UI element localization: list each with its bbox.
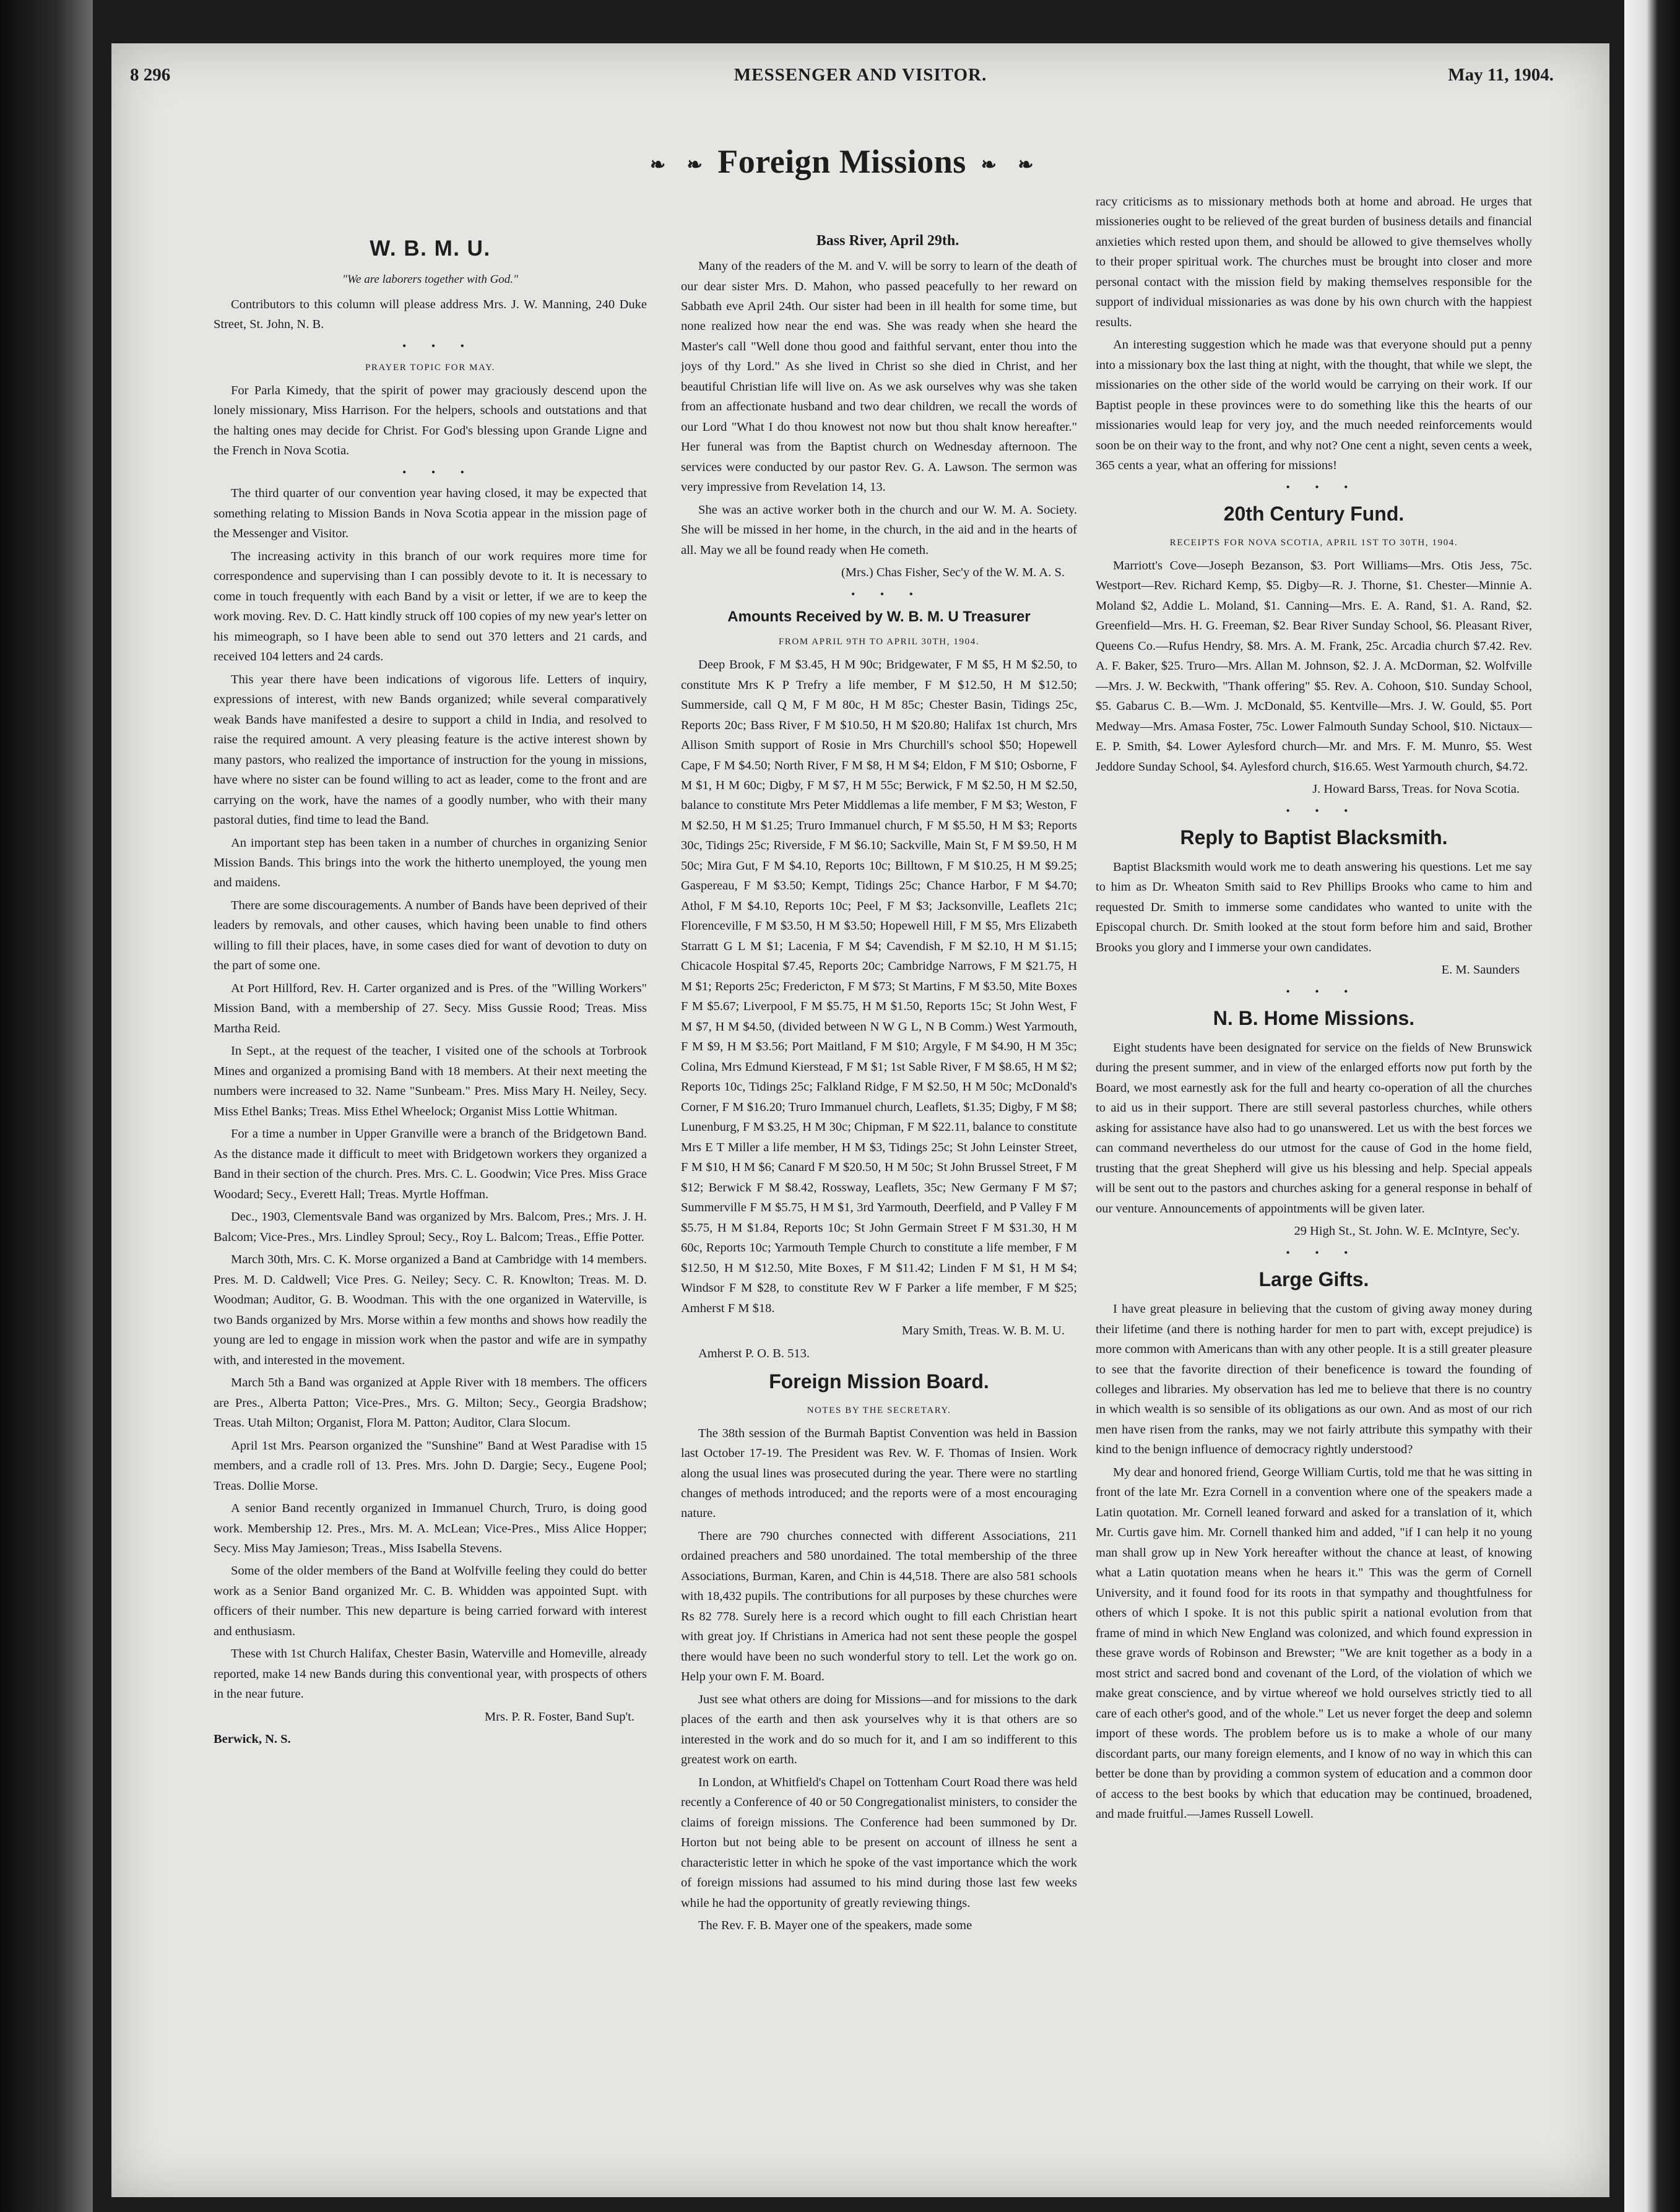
paragraph: An interesting suggestion which he made was that everyone should put a penny into a missionary box the last thing at night, with the thought, that while we slept, the missionaries on the other side of the world would be carrying on their work. If our Baptist people in these provinces were to do something like this the hearts of our missionaries would leap for very joy, and the much needed reinforcements would soon be on their way to the front, and why not? One cent a night, seven cents a week, 365 cents a year, what an offering for missions! xyxy=(1096,338,1532,473)
paragraph: She was an active worker both in the church and our W. M. A. Society. She will be missed in her home, in the church, in the aid and in the hearts of all. May we all be found ready when He cometh. xyxy=(681,503,1077,557)
paper-title: MESSENGER AND VISITOR. xyxy=(734,65,987,85)
bass-river-heading: Bass River, April 29th. xyxy=(816,233,959,249)
separator-dots: • • • xyxy=(1286,1246,1359,1259)
paragraph: Many of the readers of the M. and V. will be sorry to learn of the death of our dear sister Mrs. D. Mahon, who passed peacefully to her reward on Sabbath eve April 24th. Our sister had been in ill health for some time, but none realized how near the end was. She was ready when she heard the Master's call "Well done thou good and faithful servant, enter thou into the joys of thy Lord." As she lived in Christ so she died in Christ, and her beautiful Christian life will live on. As we ask ourselves why was she taken from an affectionate husband and two dear children, we recall the words of our Lord "What I do thou knowest not now but thou shalt know hereafter." Her funeral was from the Baptist church on Wednesday afternoon. The services were conducted by our pastor Rev. G. A. Lawson. The sermon was very impressive from Revelation 14, 13. xyxy=(681,259,1077,495)
running-head xyxy=(130,65,1603,121)
paragraph: The Rev. F. B. Mayer one of the speakers, made some xyxy=(698,1919,972,1933)
amounts-subheading: FROM APRIL 9TH TO APRIL 30TH, 1904. xyxy=(778,637,980,647)
wbmu-heading: W. B. M. U. xyxy=(370,236,491,261)
fmb-heading: Foreign Mission Board. xyxy=(769,1370,989,1393)
large-gifts-heading: Large Gifts. xyxy=(1258,1268,1369,1291)
paragraph: The 38th session of the Burmah Baptist Convention was held in Bassion last October 17-19. The President was Rev. W. F. Thomas of Insien. Work along the usual lines was prosecuted during the year. There were no startling changes of methods introduced; and the reports were of a most encouraging nature. xyxy=(681,1426,1077,1521)
prayer-topic-heading: PRAYER TOPIC FOR MAY. xyxy=(365,363,496,373)
banner-title: Foreign Missions xyxy=(717,143,966,180)
paragraph: In London, at Whitfield's Chapel on Tottenham Court Road there was held recently a Conference of 40 or 50 Congregationalist ministers, to consider the claims of foreign missions. The Conference had been summoned by Dr. Horton but not being able to be present on account of illness he sent a characteristic letter in which he spoke of the vast importance which the work of foreign missions had assumed to his mind during those last few weeks while he had the opportunity of greatly reviewing things. xyxy=(681,1775,1077,1910)
reply-heading: Reply to Baptist Blacksmith. xyxy=(1180,826,1448,849)
address-line: Amherst P. O. B. 513. xyxy=(698,1346,810,1360)
page-number: 8 296 xyxy=(130,65,171,85)
ornament-icon: ❧ xyxy=(1018,155,1034,176)
paragraph: For Parla Kimedy, that the spirit of power may graciously descend upon the lonely missionary, Miss Harrison. For the helpers, schools and outstations and that the halting ones may decide for Christ. For God's blessing upon Grande Ligne and the French in Nova Scotia. xyxy=(214,383,647,458)
paragraph: In Sept., at the request of the teacher, I visited one of the schools at Torbrook Mines and organized a promising Band with 18 members. At their next meeting the numbers were increased to 32. Name "Sunbeam." Pres. Miss Mary H. Neiley, Secy. Miss Ethel Banks; Treas. Miss Ethel Wheelock; Organist Miss Lottie Whitman. xyxy=(214,1044,647,1118)
century-fund-subheading: RECEIPTS FOR NOVA SCOTIA, APRIL 1ST TO 30TH, 1904. xyxy=(1169,538,1458,548)
contributors-note: Contributors to this column will please address Mrs. J. W. Manning, 240 Duke Street, St. John, N. B. xyxy=(214,297,647,332)
signature: 29 High St., St. John. W. E. McIntyre, Sec'y. xyxy=(1294,1224,1520,1238)
separator-dots: • • • xyxy=(402,465,475,478)
paragraph: There are 790 churches connected with different Associations, 211 ordained preachers and 580 unordained. The total membership of the three Associations, Burman, Karen, and Chin is 44,518. There are also 581 schools with 18,432 pupils. The contributions for all purposes by these churches were Rs 82 778. Surely here is a record which ought to fill each Christian heart with great joy. If Christians in America had not sent these people the gospel there would have been no such wonderful story to tell. Let the work go on. Help your own F. M. Board. xyxy=(681,1529,1077,1684)
column-wbmu xyxy=(214,223,647,2086)
paragraph: The increasing activity in this branch of our work requires more time for correspondence and supervising than I can possibly devote to it. It is necessary to come in touch frequently with each Band by a visit or letter, if we are to keep the work moving. Rev. D. C. Hatt kindly struck off 100 copies of my new year's letter on his mimeograph, so I have been able to send out 370 letters and 21 cards, and received 104 letters and 24 cards. xyxy=(214,549,647,664)
paragraph: Baptist Blacksmith would work me to death answering his questions. Let me say to him as Dr. Wheaton Smith said to Rev Phillips Brooks who came to him and requested Dr. Smith to immerse some candidates who wanted to unite with the Episcopal church. Dr. Smith looked at the stout form before him and said, Brother Brooks you glory and I immerse your own candidates. xyxy=(1096,860,1532,954)
signature: J. Howard Barss, Treas. for Nova Scotia. xyxy=(1312,782,1520,797)
paragraph: April 1st Mrs. Pearson organized the "Sunshine" Band at West Paradise with 15 members, and a cradle roll of 13. Pres. Mrs. John D. Dargie; Secy., Eugene Pool; Treas. Dollie Morse. xyxy=(214,1438,647,1493)
ornament-icon: ❧ xyxy=(981,155,997,176)
amounts-heading: Amounts Received by W. B. M. U Treasurer xyxy=(727,608,1031,626)
signature: Mrs. P. R. Foster, Band Sup't. xyxy=(484,1709,634,1724)
paragraph: My dear and honored friend, George William Curtis, told me that he was sitting in front of the late Mr. Ezra Cornell in a convention where one of the speakers made a Latin quotation. Mr. Cornell leaned forward and asked for a translation of it, which Mr. Curtis gave him. Mr. Cornell thanked him and added, "if I can help it no young man shall grow up in New York hereafter without the chance at least, of knowing what a Latin quotation means when he hears it." This was the germ of Cornell University, and it found food for its roots in that sympathy and thoughtfulness for others of which I spoke. It is not this public spirit a national evolution from that frame of mind in which New England was colonized, and which found expression in these grave words of Robinson and Brewster; "We are knit together as a body in a most strict and sacred bond and covenant of the Lord, of the violation of which we make great conscience, and by virtue whereof we hold ourselves strictly tied to all care of each other's good, and of the whole." Let us never forget the deep and solemn import of these words. The problem before us is to make a whole of our many discordant parts, our many foreign elements, and I know of no way in which this can better be done than by providing a common system of education and a common door of access to the best books by which that education may be continued, broadened, and made fruitful.—James Russell Lowell. xyxy=(1096,1465,1532,1821)
paragraph: A senior Band recently organized in Immanuel Church, Truro, is doing good work. Membership 12. Pres., Mrs. M. A. McLean; Vice-Pres., Miss Alice Hopper; Secy. Miss May Jamieson; Treas., Miss Isabella Stevens. xyxy=(214,1501,647,1555)
scan-border-left xyxy=(0,0,93,2212)
separator-dots: • • • xyxy=(851,587,924,600)
ornament-icon: ❧ xyxy=(649,155,666,176)
nb-home-missions-heading: N. B. Home Missions. xyxy=(1213,1007,1415,1030)
signature: Mary Smith, Treas. W. B. M. U. xyxy=(901,1324,1065,1338)
paragraph: At Port Hillford, Rev. H. Carter organized and is Pres. of the "Willing Workers" Mission Band, with a membership of 27. Secy. Miss Gussie Rood; Treas. Miss Martha Reid. xyxy=(214,981,647,1035)
paragraph: Dec., 1903, Clementsvale Band was organized by Mrs. Balcom, Pres.; Mrs. J. H. Balcom; Vice-Pres., Mrs. Lindley Sproul; Secy., Roy L. Balcom; Treas., Effie Potter. xyxy=(214,1210,647,1244)
paragraph: Some of the older members of the Band at Wolfville feeling they could do better work as a Senior Band organized Mr. C. B. Whidden was appointed Supt. with officers of their number. This new departure is being carried forward with interest and enthusiasm. xyxy=(214,1564,647,1638)
amounts-list: Deep Brook, F M $3.45, H M 90c; Bridgewater, F M $5, H M $2.50, to constitute Mrs K P Trefry a life member, F M $12.50, H M $12.50; Summerside, call Q M, F M 80c, H M 85c; Chester Basin, Tidings 25c, Reports 20c; Bass River, F M $10.50, H M $20.80; Halifax 1st church, Mrs Allison Smith support of Rosie in Mrs Churchill's school $50; Hopewell Cape, F M $4.50; North River, F M $8, H M $4; Eldon, F M $10; Osborne, F M $1, H M 60c; Digby, F M $7, H M 55c; Berwick, F M $2.50, H M $2.50, balance to constitute Mrs Peter Middlemas a life member, F M $3; Weston, F M $2.50, H M $1.25; Truro Immanuel church, F M $5.50, H M $3; Reports 30c, Tidings 25c; Riverside, F M $6.10; Sackville, Main St, F M $9.50, H M 50c; Mira Gut, F M $4.10, Reports 10c; Billtown, F M $10.25, H M $9.25; Gaspereau, F M $3.50; Kempt, Tidings 25c; Chance Harbor, F M $4.70; Athol, F M $4.10, Reports 10c; Peel, F M $3; Jacksonville, Leaflets 21c; Florenceville, F M $3.50, H M $3.50; Hopewell Hill, F M $5, Mrs Elizabeth Starratt G L M $1; Lacenia, F M $4; Cavendish, F M $2.10, H M $1.15; Chicacole Hospital $7.45, Reports 20c; Cambridge Narrows, F M $21.75, H M $1; Reports 25c; Fredericton, F M $73; St Martins, F M $3.50, Mite Boxes F M $5.67; Liverpool, F M $5.75, H M $1.50, Reports 15c; St John West, F M $7, H M $4.50, (divided between N W G L, N B Comm.) West Yarmouth, F M $9, H M $3.56; Port Maitland, F M $10; Argyle, F M $4.90, H M 35c; Colina, Mrs Edmund Kierstead, F M $1; 1st Sable River, F M $8.65, H M $2; Reports 10c, Tidings 25c; Falkland Ridge, F M $2.50, H M 50c; McDonald's Corner, F M $16.20; Truro Immanuel church, Leaflets, $1.35; Digby, F M $8; Lunenburg, F M $3.25, H M 30c; Chipman, F M $22.11, balance to constitute Mrs E T Miller a life member, H M $3, Tidings 25c; St John Leinster Street, F M $10, H M $6; Canard F M $20.50, H M 50c; St John Brussel Street, F M $12; Berwick F M $8.42, Rossway, Leaflets, 35c; New Germany F M $7; Summerville F M $5.75, H M $1, 3rd Yarmouth, Deerfield, and P Valley F M $5.75, H M $1.84, Reports 10c; St John Germain Street F M $31.30, H M 60c, Reports 10c; Yarmouth Temple Church to constitute a life member, F M $12.50, H M $12.50, Mite Boxes, F M $11.42; Linden F M $1, H M $4; Windsor F M $28, to constitute Rev W F Parker a life member, F M $25; Amherst F M $18. xyxy=(681,658,1077,1315)
paragraph: I have great pleasure in believing that the custom of giving away money during their lifetime (and there is nothing harder for men to part with, except prejudice) is more common with Americans than with any other people. It is a still greater pleasure to see that the favorite direction of their beneficence is toward the founding of colleges and libraries. My observation has led me to believe that there is no country in which wealth is so sensible of its obligations as our own. And as most of our rich men have risen from the ranks, may we not fairly attribute this sympathy with their kind to the benign influence of democracy rightly understood? xyxy=(1096,1302,1532,1457)
separator-dots: • • • xyxy=(1286,480,1359,493)
separator-dots: • • • xyxy=(402,339,475,352)
wbmu-motto: "We are laborers together with God." xyxy=(342,273,519,287)
paragraph: The third quarter of our convention year having closed, it may be expected that something relating to Mission Bands in Nova Scotia appear in the mission page of the Messenger and Visitor. xyxy=(214,486,647,541)
paragraph: There are some discouragements. A number of Bands have been deprived of their leaders by removals, and other causes, which having been unable to find others willing to fill their places, have, in some cases died for want of devotion to duty on the part of some one. xyxy=(214,898,647,973)
paragraph: March 30th, Mrs. C. K. Morse organized a Band at Cambridge with 14 members. Pres. M. D. Caldwell; Vice Pres. G. Neiley; Secy. C. R. Knowlton; Treas. M. D. Woodman; Auditor, G. B. Woodman. This with the one organized in Waterville, is two Bands organized by Mrs. Morse within a few months and shows how readily the young are led to engage in mission work when the pastor and wife are in sympathy with, and interested in the movement. xyxy=(214,1253,647,1367)
century-fund-heading: 20th Century Fund. xyxy=(1223,503,1405,525)
paragraph: An important step has been taken in a number of churches in organizing Senior Mission Bands. This brings into the work the hitherto unemployed, the young men and maidens. xyxy=(214,836,647,890)
separator-dots: • • • xyxy=(1286,804,1359,817)
paragraph: March 5th a Band was organized at Apple River with 18 members. The officers are Pres., Alberta Patton; Vice-Pres., Mrs. G. Milton; Secy., Georgia Bradshow; Treas. Utah Milton; Organist, Flora M. Patton; Auditor, Clara Slocum. xyxy=(214,1376,647,1430)
column-right xyxy=(1096,192,1532,2055)
issue-date: May 11, 1904. xyxy=(1448,65,1554,85)
signature: E. M. Saunders xyxy=(1441,963,1520,977)
paragraph: Just see what others are doing for Missions—and for missions to the dark places of the earth and then ask yourselves why it is that others are so interested in the work and do so much for it, and I am so indifferent to this greatest work on earth. xyxy=(681,1692,1077,1767)
paragraph: Eight students have been designated for service on the fields of New Brunswick during the present summer, and in view of the enlarged efforts now put forth by the Board, we most earnestly ask for the full and hearty co-operation of all the churches to aid us in their support. There are still several pastorless churches, while others asking for assistance have also had to go unanswered. Let us with the best forces we can command nevertheless do our utmost for the cause of God in the home field, trusting that the great Shepherd will give us his blessing and help. Special appeals will be sent out to the pastors and churches asking for a general response in behalf of our venture. Announcements of appointments will be given later. xyxy=(1096,1040,1532,1216)
column-middle xyxy=(681,229,1077,2092)
paragraph: This year there have been indications of vigorous life. Letters of inquiry, expressions of interest, with new Bands organized; while several comparatively weak Bands have manifested a desire to support a child in India, and resolved to raise the required amount. A very pleasing feature is the active interest shown by many pastors, who realized the importance of instruction for the young in missions, have where no sister can be found willing to act as leader, come to the front and are carrying on the work, have the names of a goodly number, who with their many pastoral duties, find time to lead the Band. xyxy=(214,672,647,827)
paragraph: For a time a number in Upper Granville were a branch of the Bridgetown Band. As the distance made it difficult to meet with Bridgetown workers they organized a Band in their section of the church. Pres. Mrs. C. L. Goodwin; Vice Pres. Miss Grace Woodard; Secy., Everett Hall; Treas. Myrtle Hoffman. xyxy=(214,1127,647,1201)
scan-border-right xyxy=(1624,0,1680,2212)
paragraph: racy criticisms as to missionary methods both at home and abroad. He urges that missioneries ought to be relieved of the great burden of business details and financial anxieties which rested upon them, and should be allowed to give themselves wholly to their proper spiritual work. The churches must be brought into closer and more personal contact with the mission field by making themselves responsible for the support of individual missionaries as was done by his own church with the happiest results. xyxy=(1096,195,1532,329)
paragraph: These with 1st Church Halifax, Chester Basin, Waterville and Homeville, already reported, make 14 new Bands during this conventional year, with prospects of others in the near future. xyxy=(214,1647,647,1701)
signature: (Mrs.) Chas Fisher, Sec'y of the W. M. A. S. xyxy=(841,566,1065,580)
separator-dots: • • • xyxy=(1286,985,1359,998)
dateline-place: Berwick, N. S. xyxy=(214,1732,291,1747)
century-fund-list: Marriott's Cove—Joseph Bezanson, $3. Port Williams—Mrs. Otis Jess, 75c. Westport—Rev. Richard Kemp, $5. Digby—R. J. Thorne, $1. Chester—Minnie A. Moland $2, Addie L. Moland, $1. Canning—Mrs. E. A. Rand, $1. A. Rand, $2. Greenfield—Mrs. H. G. Freeman, $2. Bear River Sunday School, $6. Pleasant River, Queens Co.—Rufus Hendry, $8. Mrs. A. M. Frank, 25c. Arcadia church $7.42. Rev. A. F. Baker, $25. Truro—Mrs. Allan M. Johnson, $2. J. A. McDorman, $2. Wolfville—Mrs. J. W. Beckwith, "Thank offering" $5. Rev. A. Cohoon, $10. Sunday School, $5. Gabarus C. B.—Wm. J. McDonald, $5. Kentville—Mrs. J. W. Gould, $5. Port Medway—Mrs. Amasa Foster, 75c. Lower Falmouth Sunday School, $10. Nictaux—E. P. Smith, $4. Lower Aylesford church—Mr. and Mrs. F. M. Munro, $5. West Jeddore Sunday School, $4. Aylesford church, $16.65. West Yarmouth church, $4.72. xyxy=(1096,558,1532,774)
section-banner xyxy=(594,142,1089,181)
fmb-subheading: NOTES BY THE SECRETARY. xyxy=(807,1405,951,1415)
ornament-icon: ❧ xyxy=(686,155,703,176)
